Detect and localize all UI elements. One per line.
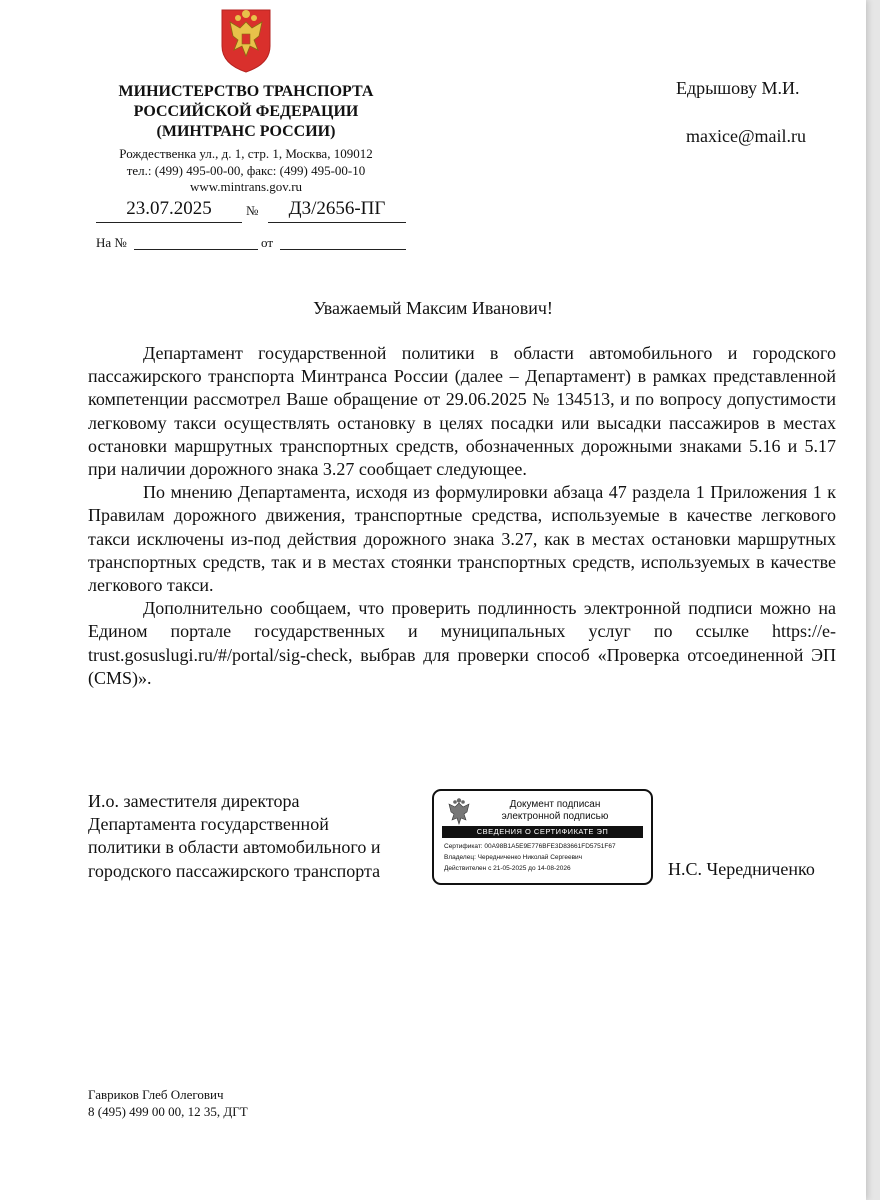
electronic-signature-stamp xyxy=(432,789,653,885)
paragraph: Департамент государственной политики в области автомобильного и городского пассажирского транспорта Минтранса России (далее – Департамент) в рамках представленной компетенции рассмотрел Ваше обращение от 29.06.2025 № 134513, и по вопросу допустимости легковому такси осуществлять остановку в целях посадки или высадки пассажиров в местах остановки маршрутных транспортных средств, обозначенных дорожными знаками 5.16 и 5.17 при наличии дорожного знака 3.27 сообщает следующее. xyxy=(88,343,836,480)
signatory-title-line: городского пассажирского транспорта xyxy=(88,860,381,881)
recipient-email: maxice@mail.ru xyxy=(686,126,807,146)
reference-number-line xyxy=(134,249,258,250)
stamp-title xyxy=(480,799,630,823)
ministry-name xyxy=(96,82,396,142)
signatory-title-line: политики в области автомобильного и xyxy=(88,837,381,858)
executor-block xyxy=(88,1086,248,1120)
letter-body xyxy=(88,342,836,690)
phone-fax: тел.: (499) 495-00-00, факс: (499) 495-00-10 xyxy=(126,162,366,178)
ministry-contacts xyxy=(96,146,396,196)
number-sign: № xyxy=(246,203,259,218)
ministry-line: РОССИЙСКОЙ ФЕДЕРАЦИИ xyxy=(133,103,359,120)
russian-coat-of-arms-icon xyxy=(218,6,274,74)
paragraph: Дополнительно сообщаем, что проверить подлинность электронной подписи можно на Едином портале государственных и муниципальных услуг по ссылке https://e-trust.gosuslugi.ru/#/portal/sig-check, выбрав для проверки способ «Проверка отсоединенной ЭП (CMS)». xyxy=(88,598,836,688)
executor-phone: 8 (495) 499 00 00, 12 35, ДГТ xyxy=(88,1104,248,1119)
paragraph: По мнению Департамента, исходя из формулировки абзаца 47 раздела 1 Приложения 1 к Правилам дорожного движения, транспортные средства, используемые в качестве легкового такси исключены из-под действия дорожного знака 3.27, как в местах остановки маршрутных транспортных средств, так и в местах стоянки транспортных средств, используемых в качестве легкового такси. xyxy=(88,482,836,596)
registration-date: 23.07.2025 xyxy=(96,198,242,223)
ministry-line: МИНИСТЕРСТВО ТРАНСПОРТА xyxy=(118,83,374,100)
reference-label: На № xyxy=(96,235,127,250)
recipient-name: Едрышову М.И. xyxy=(676,78,800,98)
stamp-title-line: электронной подписью xyxy=(501,811,609,822)
signatory-title-line: Департамента государственной xyxy=(88,814,329,835)
website: www.mintrans.gov.ru xyxy=(189,179,303,194)
signatory-title-line: И.о. заместителя директора xyxy=(88,791,300,811)
stamp-title-line: Документ подписан xyxy=(509,799,601,810)
certificate-info-bar: СВЕДЕНИЯ О СЕРТИФИКАТЕ ЭП xyxy=(442,826,643,838)
address: Рождественка ул., д. 1, стр. 1, Москва, 109012 xyxy=(119,146,373,161)
coat-of-arms-small-icon xyxy=(444,797,474,827)
signatory-title xyxy=(88,790,428,883)
ministry-line: (МИНТРАНС РОССИИ) xyxy=(156,123,336,140)
greeting: Уважаемый Максим Иванович! xyxy=(313,298,553,318)
reference-from-label: от xyxy=(261,235,274,250)
certificate-owner: Владелец: Чередниченко Николай Сергеевич xyxy=(444,854,583,861)
executor-name: Гавриков Глеб Олегович xyxy=(88,1087,224,1102)
certificate-serial: Сертификат: 00A98B1A5E9E776BFE3D83661FD5751F67 xyxy=(444,843,616,850)
registration-number: Д3/2656-ПГ xyxy=(268,198,406,223)
recipient-block xyxy=(676,76,836,148)
certificate-validity: Действителен с 21-05-2025 до 14-08-2026 xyxy=(444,865,571,872)
signatory-name: Н.С. Чередниченко xyxy=(668,859,815,879)
reference-date-line xyxy=(280,249,406,250)
